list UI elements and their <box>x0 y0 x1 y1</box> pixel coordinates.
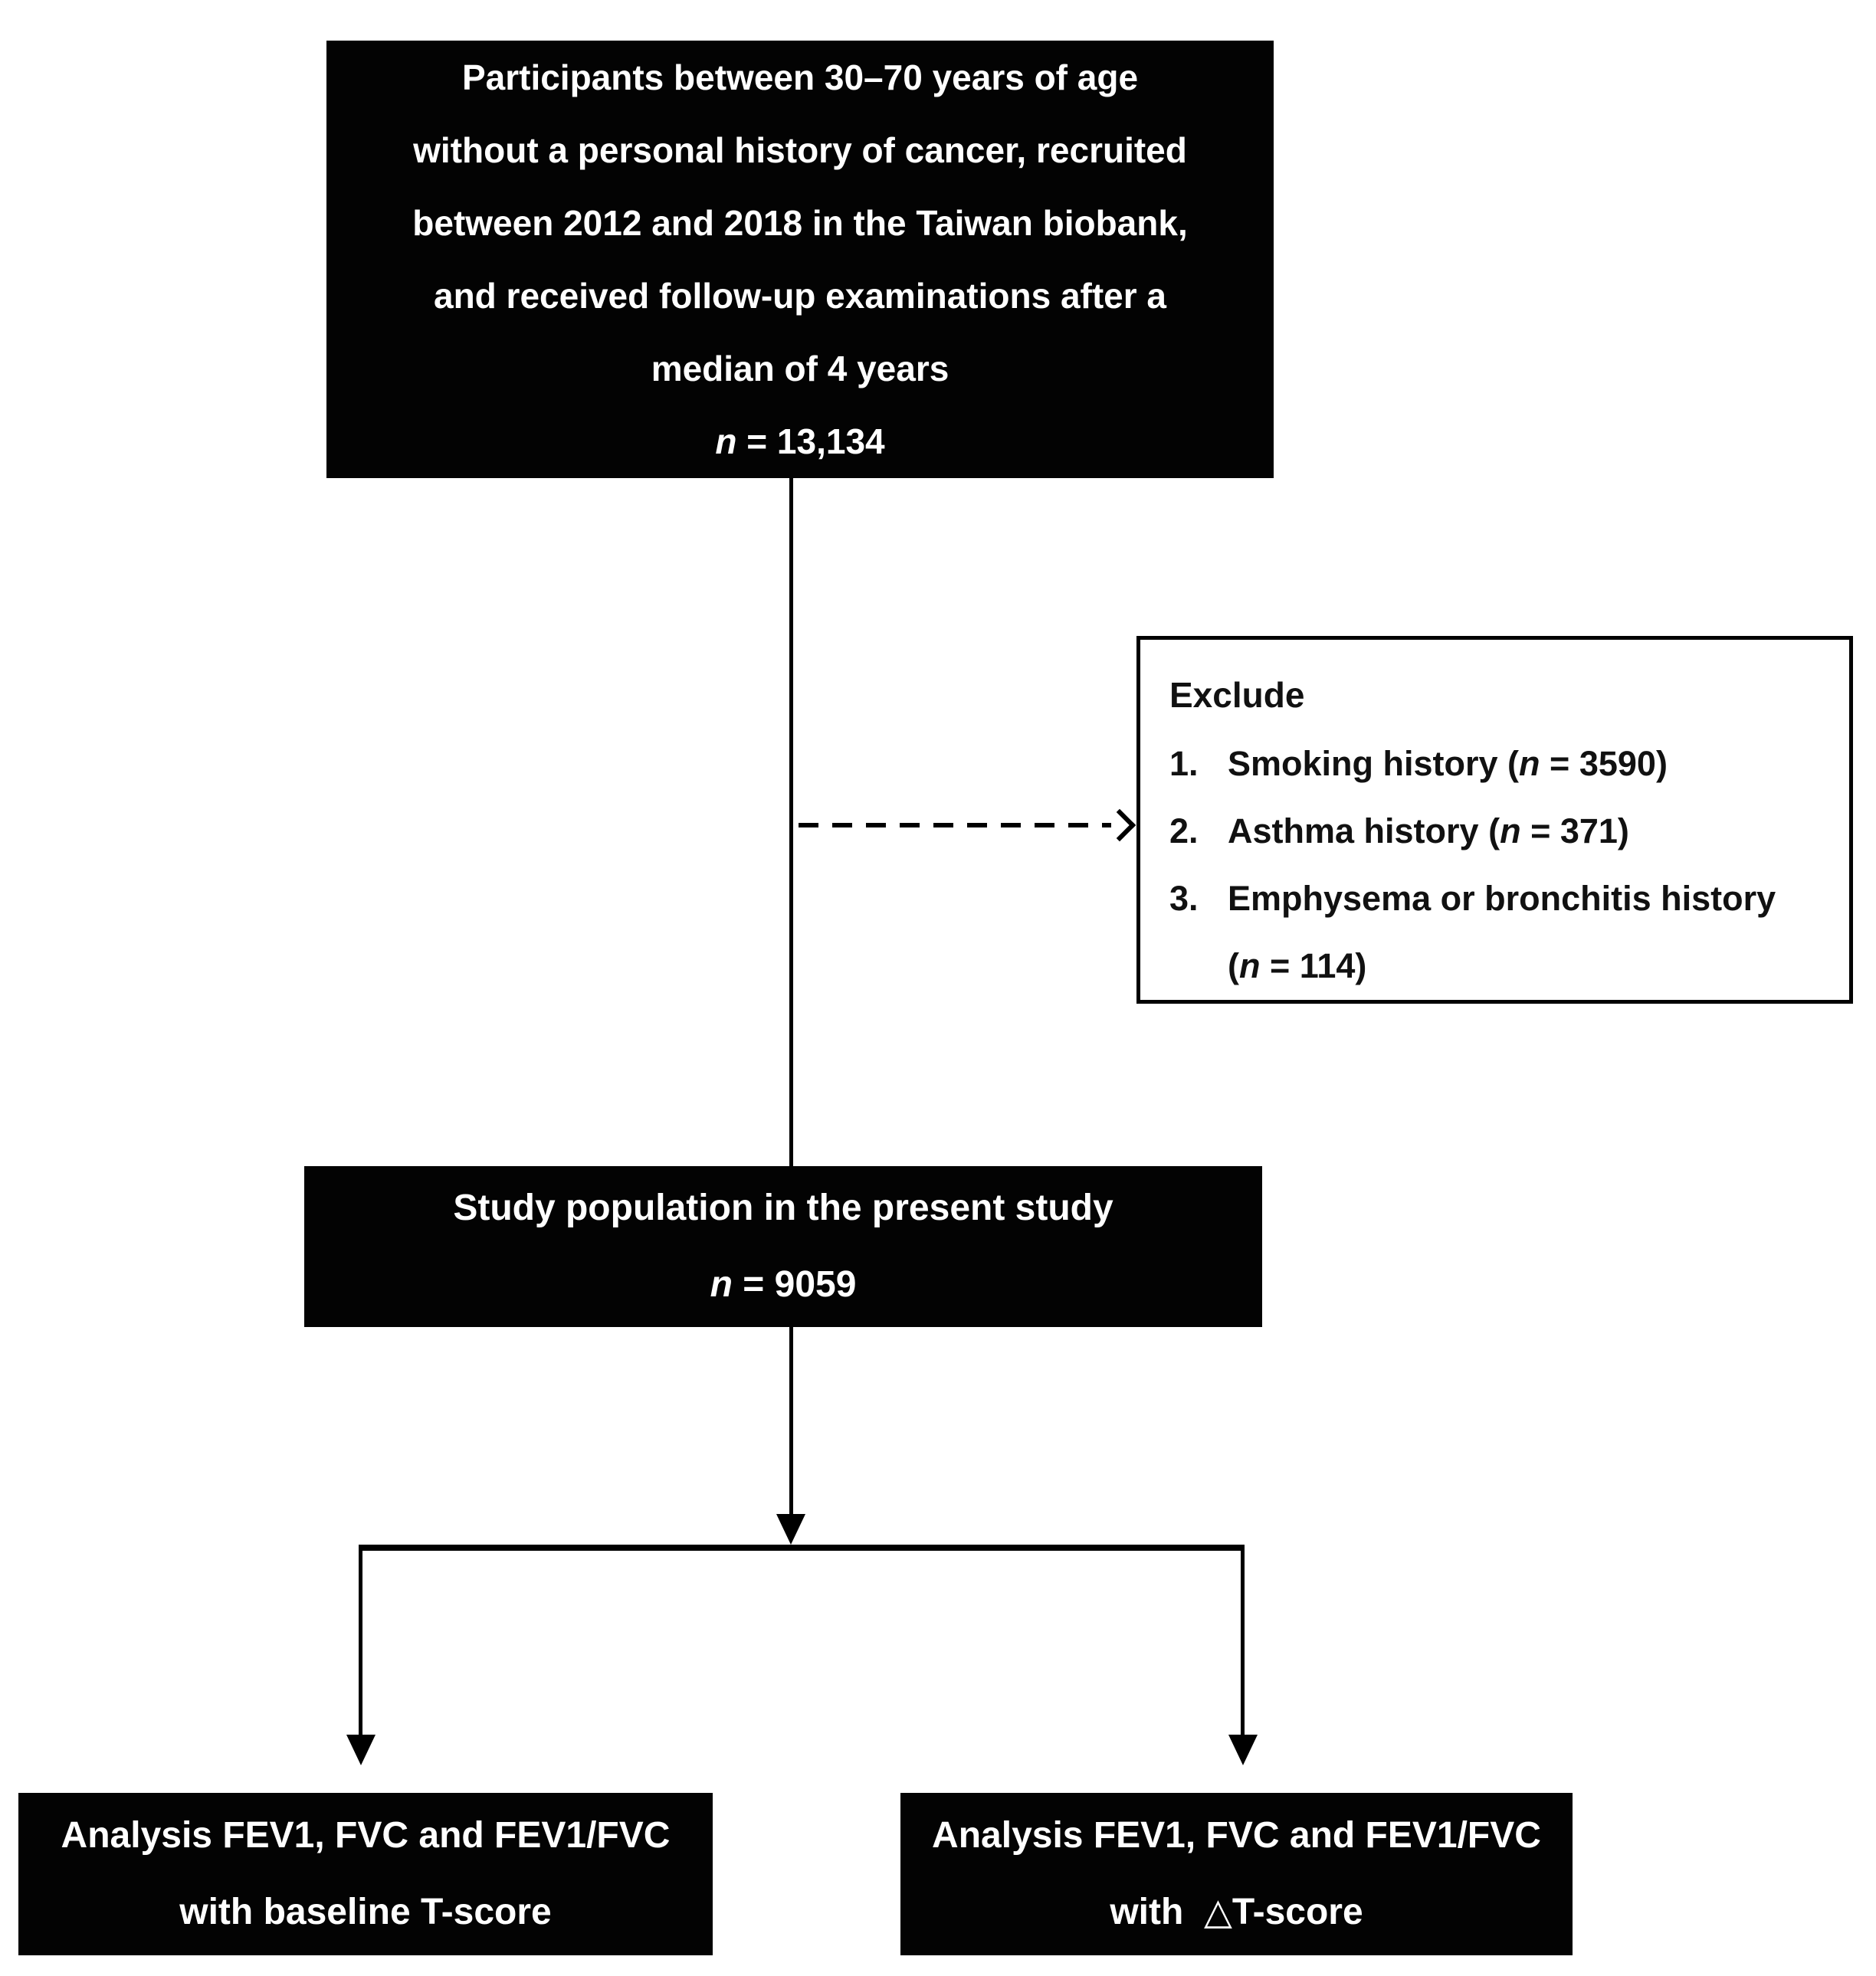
participants-text-line: and received follow-up examinations after a <box>433 275 1167 316</box>
study-n-value: n = 9059 <box>710 1264 857 1305</box>
arrowhead-down-icon <box>776 1514 805 1545</box>
exclude-item-continuation: (n = 114) <box>1228 946 1367 985</box>
delta-tscore-text: with △T-score <box>1110 1892 1363 1932</box>
exclude-item <box>1169 798 1835 865</box>
exclude-item-number: 1. <box>1169 744 1199 783</box>
exclude-dashed-arrow <box>799 823 1111 827</box>
arrowhead-down-icon <box>1228 1735 1258 1765</box>
branch-right-line <box>1241 1545 1245 1736</box>
connector-study-to-branch <box>789 1327 793 1516</box>
exclude-title: Exclude <box>1169 675 1305 715</box>
exclude-item-number: 3. <box>1169 879 1199 918</box>
participants-text-line: between 2012 and 2018 in the Taiwan biobank, <box>412 202 1188 243</box>
arrowhead-down-icon <box>346 1735 376 1765</box>
participants-text-line: median of 4 years <box>651 348 949 388</box>
delta-tscore-text: Analysis FEV1, FVC and FEV1/FVC <box>932 1815 1541 1856</box>
connector-top-to-study <box>789 478 793 1166</box>
branch-left-line <box>359 1545 362 1736</box>
exclude-item-text: Emphysema or bronchitis history <box>1228 879 1776 918</box>
exclude-item <box>1169 730 1835 798</box>
branch-horizontal-line <box>359 1545 1245 1551</box>
exclude-box <box>1136 636 1853 1004</box>
exclude-item-text: Smoking history (n = 3590) <box>1228 744 1668 783</box>
study-population-box <box>304 1166 1262 1327</box>
exclude-item-number: 2. <box>1169 811 1199 850</box>
participants-text-line: without a personal history of cancer, recruited <box>413 129 1187 170</box>
exclude-item-text: Asthma history (n = 371) <box>1228 811 1629 850</box>
baseline-tscore-box <box>18 1793 713 1955</box>
study-population-text: Study population in the present study <box>453 1188 1113 1228</box>
baseline-tscore-text: Analysis FEV1, FVC and FEV1/FVC <box>61 1815 671 1856</box>
participants-n-value: n = 13,134 <box>715 421 885 461</box>
participants-box <box>326 41 1274 478</box>
baseline-tscore-text: with baseline T-score <box>179 1892 552 1932</box>
participants-text-line: Participants between 30–70 years of age <box>461 57 1139 97</box>
delta-tscore-box <box>900 1793 1573 1955</box>
exclude-item <box>1169 865 1835 932</box>
arrowhead-right-icon <box>1104 809 1136 841</box>
